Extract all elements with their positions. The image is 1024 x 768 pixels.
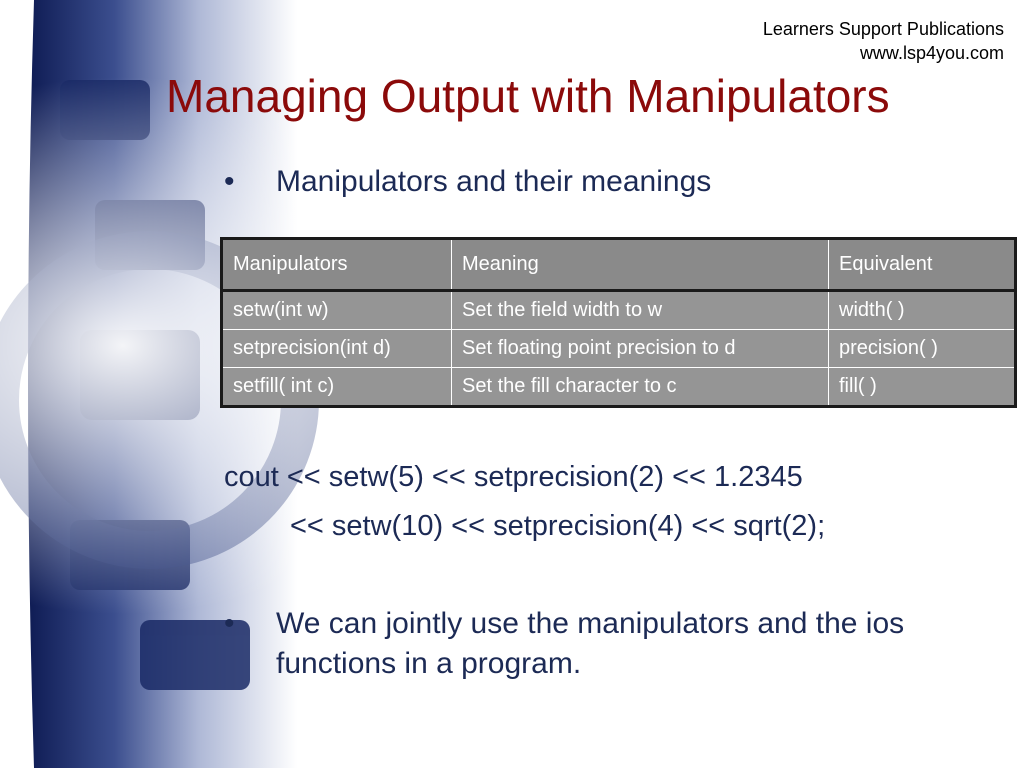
code-example-line-1: cout << setw(5) << setprecision(2) << 1.2345 <box>224 461 803 493</box>
table-header-row <box>222 239 1016 291</box>
table-row <box>222 368 1016 407</box>
manipulators-table <box>220 237 1017 408</box>
table-cell: setfill( int c) <box>222 368 452 407</box>
table-cell: Set floating point precision to d <box>452 330 829 368</box>
column-header-meaning: Meaning <box>452 239 829 291</box>
bullet-text: Manipulators and their meanings <box>276 165 712 198</box>
table-row <box>222 330 1016 368</box>
publisher-info <box>763 17 1004 65</box>
table-cell: precision( ) <box>829 330 1016 368</box>
table-row <box>222 291 1016 330</box>
table-cell: setprecision(int d) <box>222 330 452 368</box>
table-cell: Set the fill character to c <box>452 368 829 407</box>
column-header-equivalent: Equivalent <box>829 239 1016 291</box>
table-cell: width( ) <box>829 291 1016 330</box>
bullet-text: We can jointly use the manipulators and the ios functions in a program. <box>276 607 905 680</box>
bullet-marker: • <box>224 607 235 640</box>
table-cell: setw(int w) <box>222 291 452 330</box>
bullet-marker: • <box>224 165 235 198</box>
bullet-joint-use <box>224 604 1004 684</box>
bullet-manipulators-meanings <box>224 162 1004 202</box>
publisher-website: www.lsp4you.com <box>859 43 1004 63</box>
code-example-line-2: << setw(10) << setprecision(4) << sqrt(2); <box>290 510 826 542</box>
table-cell: fill( ) <box>829 368 1016 407</box>
slide-title: Managing Output with Manipulators <box>166 70 890 122</box>
table-cell: Set the field width to w <box>452 291 829 330</box>
publisher-name: Learners Support Publications <box>762 19 1004 39</box>
column-header-manipulators: Manipulators <box>222 239 452 291</box>
